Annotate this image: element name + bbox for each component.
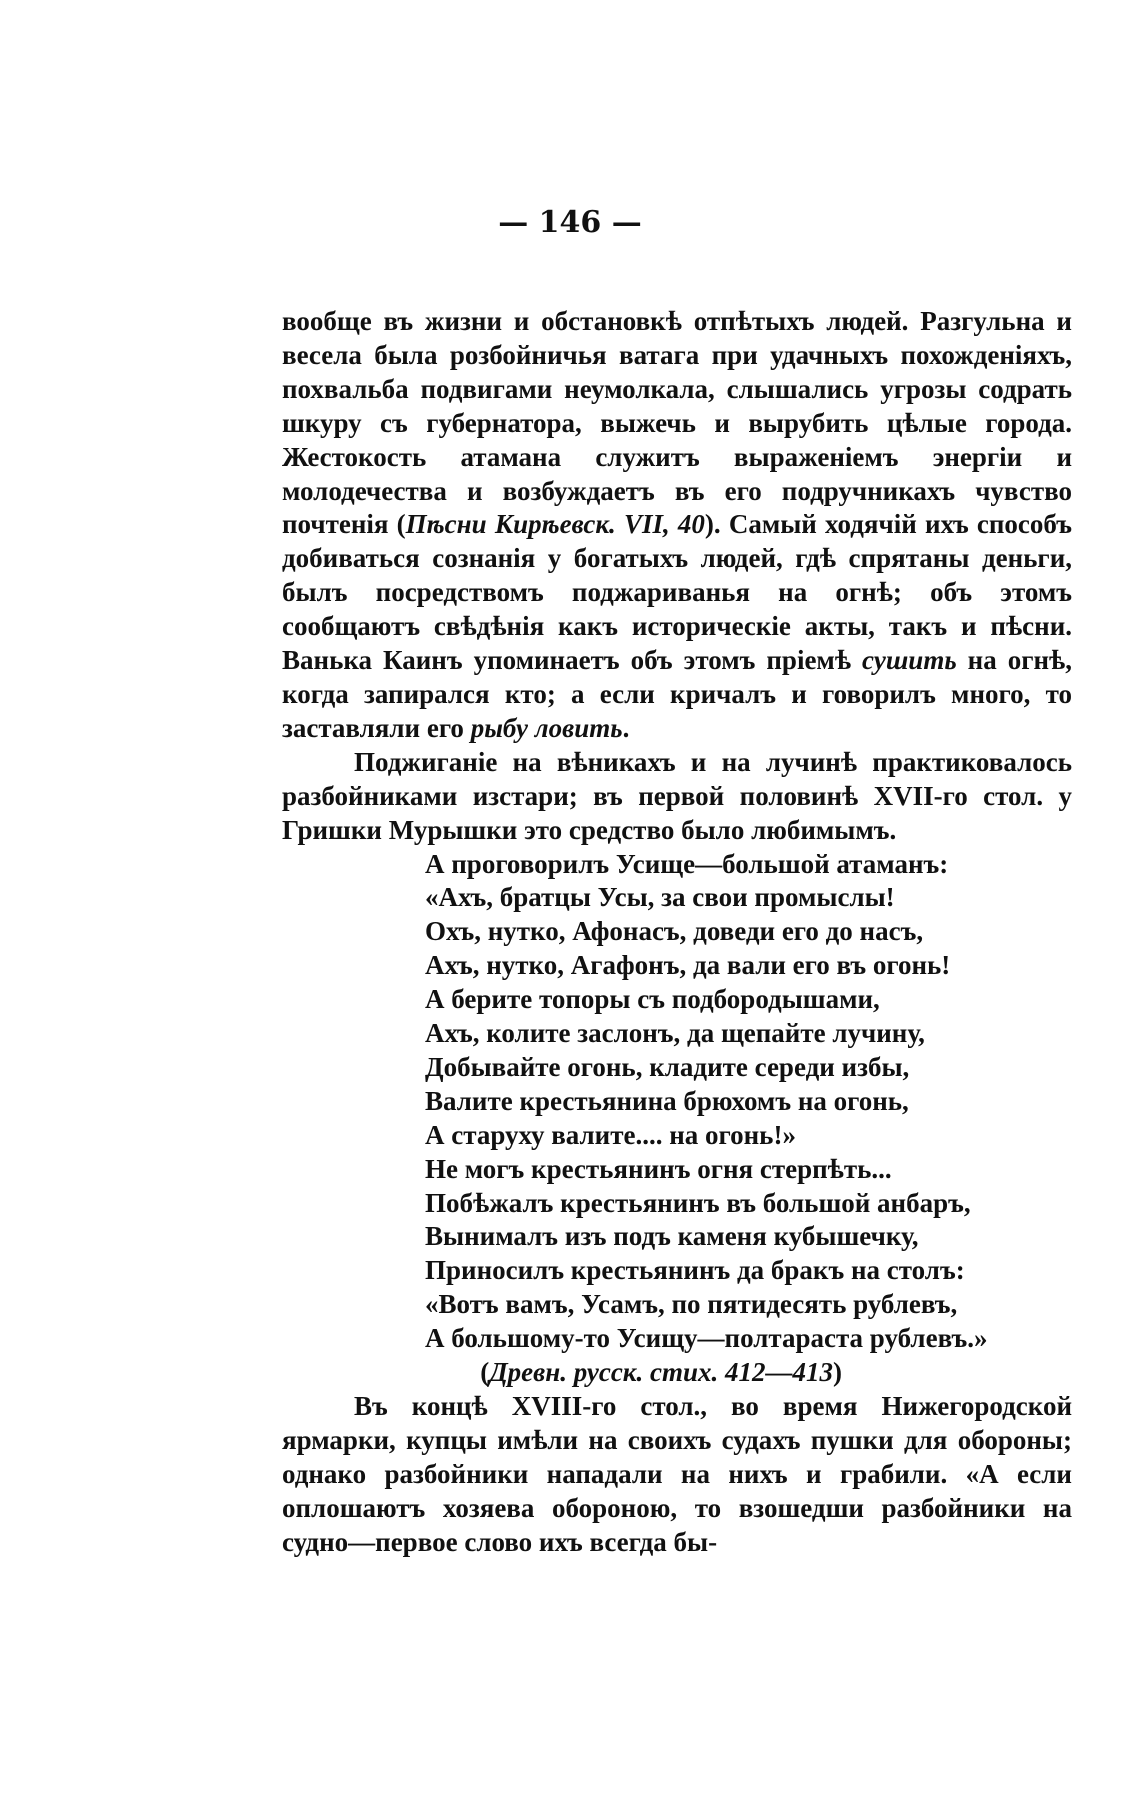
verse-line: «Вотъ вамъ, Усамъ, по пятидесять рублевъ, <box>425 1289 958 1320</box>
paragraph-1-text-d: . <box>622 712 630 743</box>
verse-line: Ахъ, нутко, Агафонъ, да вали его въ огонь! <box>425 950 951 981</box>
paragraph-1-text-a: вообще въ жизни и обстановкѣ отпѣтыхъ людей. Разгульна и весела была розбойничья ватага при удачныхъ похожденіяхъ, похвальба подвигами неумолкала, слышались угрозы содрать шкуру съ губернатора, выжечь и вырубить цѣлые города. Жестокость атамана служитъ выраженіемъ энергіи и молодечества и возбуждаетъ въ его подручникахъ чувство почтенія ( <box>282 306 1072 540</box>
verse-line: Побѣжалъ крестьянинъ въ большой анбаръ, <box>425 1187 971 1218</box>
paragraph-3: Въ концѣ XVIII-го стол., во время Нижегородской ярмарки, купцы имѣли на своихъ судахъ пушки для обороны; однако разбойники нападали на нихъ и грабили. «А если оплошаютъ хозяева обороною, то взошедши разбойники на судно—первое слово ихъ всегда бы- <box>282 1391 1072 1557</box>
page-body <box>282 305 1072 1560</box>
verse-source-text: Древн. русск. стих. 412—413 <box>489 1357 833 1388</box>
verse-block <box>425 848 1072 1357</box>
verse-line: А берите топоры съ подбородышами, <box>425 984 880 1015</box>
verse-source-open: ( <box>480 1357 490 1388</box>
verse-line: «Ахъ, братцы Усы, за свои промыслы! <box>425 882 895 913</box>
paragraph-1-text-b: ). Самый ходячій ихъ способъ добиваться сознанія у богатыхъ людей, гдѣ спрятаны деньги, былъ посредствомъ поджариванья на огнѣ; объ этомъ сообщаютъ свѣдѣнія какъ историческіе акты, такъ и пѣсни. Ванька Каинъ упоминаетъ объ этомъ пріемѣ <box>282 509 1072 676</box>
verse-source-close: ) <box>833 1357 842 1388</box>
verse-line: Охъ, нутко, Афонасъ, доведи его до насъ, <box>425 916 924 947</box>
verse-source <box>282 1356 1072 1390</box>
paragraph-1 <box>282 305 1072 746</box>
verse-line: Не могъ крестьянинъ огня стерпѣть... <box>425 1153 892 1184</box>
verse-line: А старуху валите.... на огонь!» <box>425 1119 796 1150</box>
verse-line: А большому-то Усищу—полтараста рублевъ.» <box>425 1323 988 1354</box>
citation-kireevsky: Пѣсни Кирѣевск. VII, 40 <box>405 509 705 540</box>
verse-line: Вынималъ изъ подъ каменя кубышечку, <box>425 1221 919 1252</box>
verse-line: Приносилъ крестьянинъ да бракъ на столъ: <box>425 1255 965 1286</box>
term-rybu-lovit: рыбу ловить <box>470 712 623 743</box>
paragraph-2: Поджиганіе на вѣникахъ и на лучинѣ практиковалось разбойниками изстари; въ первой половинѣ XVII-го стол. у Гришки Мурышки это средство было любимымъ. <box>282 746 1072 845</box>
verse-line: Добывайте огонь, кладите середи избы, <box>425 1051 910 1082</box>
paragraph-1-text-c: на огнѣ, когда запирался кто; а если кричалъ и говорилъ много, то заставляли его <box>282 645 1073 743</box>
page-number: — 146 — <box>498 205 642 240</box>
verse-line: А проговорилъ Усище—большой атаманъ: <box>425 848 949 879</box>
term-sushit: сушить <box>862 645 957 676</box>
verse-line: Ахъ, колите заслонъ, да щепайте лучину, <box>425 1018 925 1049</box>
verse-line: Валите крестьянина брюхомъ на огонь, <box>425 1085 909 1116</box>
